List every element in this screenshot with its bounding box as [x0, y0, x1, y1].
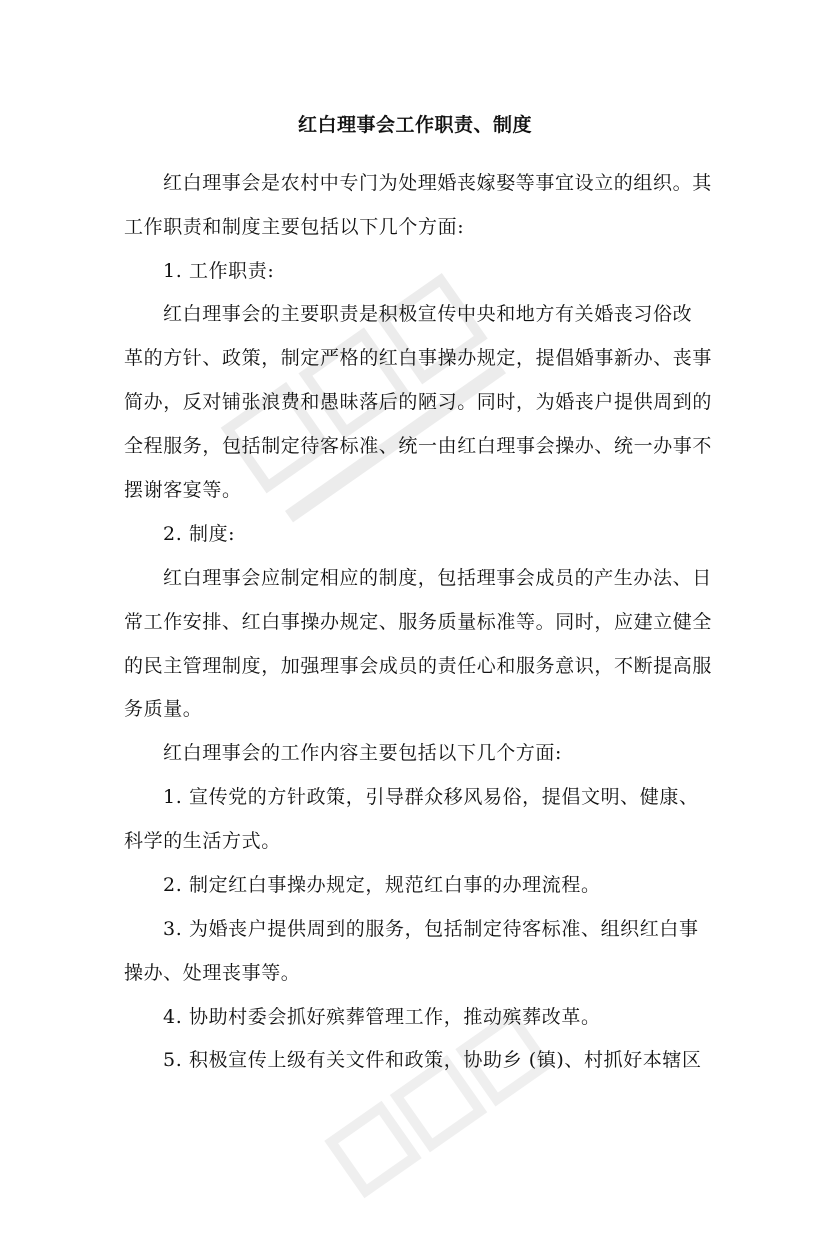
paragraph-line: 摆谢客宴等。: [124, 479, 242, 501]
paragraph-line: 常工作安排、红白事操办规定、服务质量标准等。同时，应建立健全: [124, 611, 713, 633]
paragraph-line: 红白理事会是农村中专门为处理婚丧嫁娶等事宜设立的组织。其: [163, 172, 712, 194]
list-item: 1. 宣传党的方针政策，引导群众移风易俗，提倡文明、健康、: [163, 786, 699, 808]
list-item-continuation: 操办、处理丧事等。: [124, 962, 301, 984]
watermark-icon: [188, 236, 571, 605]
paragraph-line: 红白理事会的主要职责是积极宣传中央和地方有关婚丧习俗改: [163, 303, 693, 325]
paragraph-line: 工作职责和制度主要包括以下几个方面:: [124, 216, 465, 238]
paragraph-line: 革的方针、政策，制定严格的红白事操办规定，提倡婚事新办、丧事: [124, 347, 713, 369]
list-item-continuation: 科学的生活方式。: [124, 830, 281, 852]
document-title: 红白理事会工作职责、制度: [297, 114, 532, 136]
paragraph-line: 红白理事会的工作内容主要包括以下几个方面:: [163, 742, 563, 764]
list-item: 3. 为婚丧户提供周到的服务，包括制定待客标准、组织红白事: [163, 918, 699, 940]
paragraph-line: 务质量。: [124, 698, 203, 720]
list-item: 2. 制定红白事操办规定，规范红白事的办理流程。: [163, 874, 601, 896]
list-item: 5. 积极宣传上级有关文件和政策，协助乡 (镇)、村抓好本辖区: [163, 1049, 702, 1071]
section-heading: 2. 制度:: [163, 523, 236, 545]
paragraph-line: 简办，反对铺张浪费和愚昧落后的陋习。同时，为婚丧户提供周到的: [124, 391, 713, 413]
paragraph-line: 全程服务，包括制定待客标准、统一由红白理事会操办、统一办事不: [124, 435, 713, 457]
list-item: 4. 协助村委会抓好殡葬管理工作，推动殡葬改革。: [163, 1006, 601, 1028]
section-heading: 1. 工作职责:: [163, 260, 275, 282]
paragraph-line: 红白理事会应制定相应的制度，包括理事会成员的产生办法、日: [163, 567, 712, 589]
paragraph-line: 的民主管理制度，加强理事会成员的责任心和服务意识，不断提高服: [124, 655, 713, 677]
